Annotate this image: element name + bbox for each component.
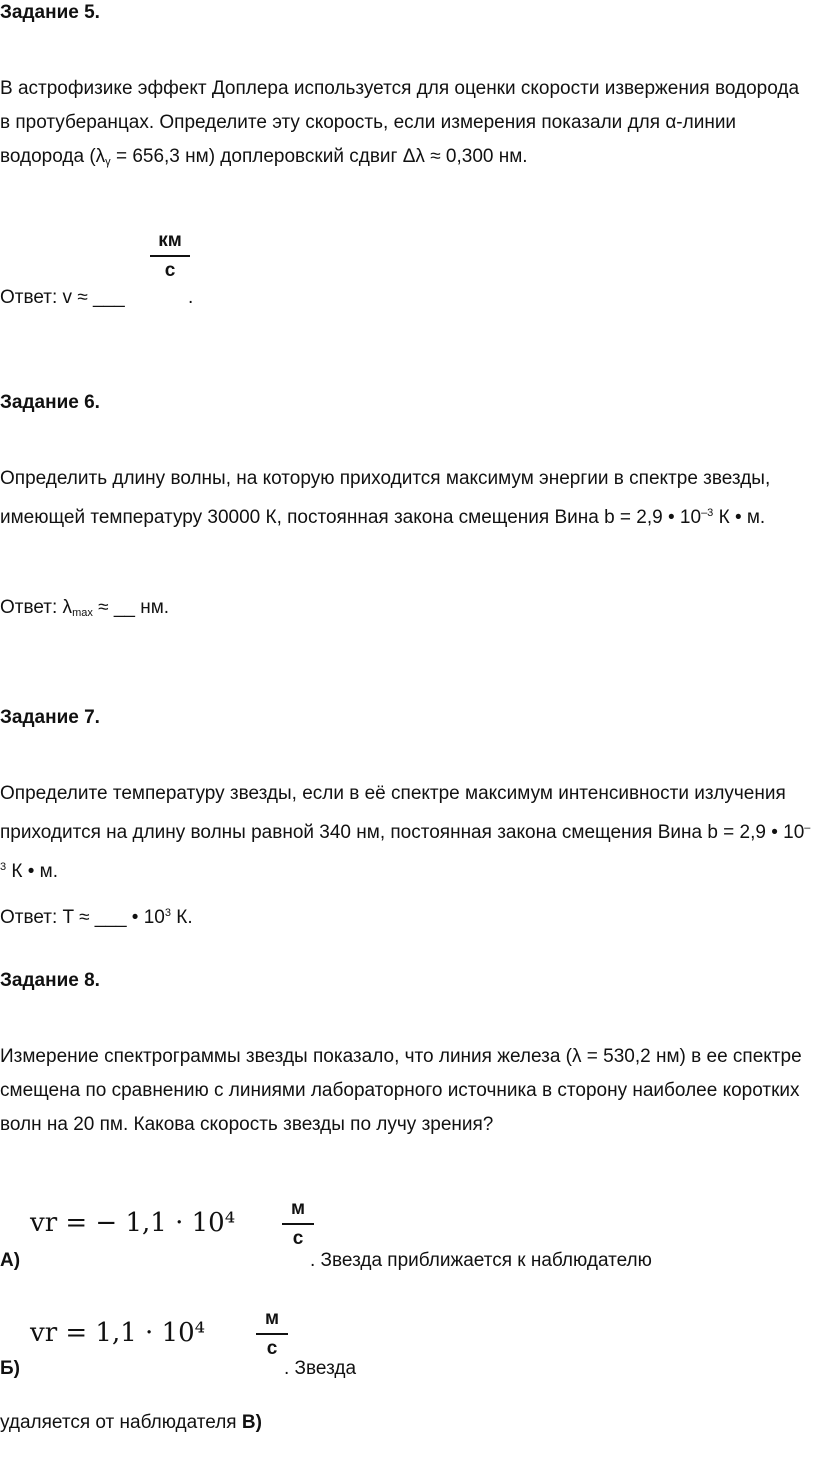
task7-text: Определите температуру звезды, если в её спектре максимум интенсивности излучения приходится на длину волны равной 340 нм, постоянная закона смещения Вина b = 2,9 • $10^{-3}$ К • м. [0,783,811,882]
optionB-text: . Звезда [284,1358,357,1379]
fraction-bar [256,1333,288,1335]
fraction-bar [150,255,190,257]
task7-answer: Ответ: T ≈ ___ • $10^3$ К. [0,907,193,928]
unit-denominator: с [266,1338,278,1359]
task5-answer-end: . [188,287,194,308]
task5-answer: Ответ: v ≈ ___ [0,287,125,308]
task6-answer: Ответ: $\lambda_{max}$ ≈ __ нм. [0,597,170,619]
unit-numerator: м [264,1308,280,1329]
optionB-continuation: удаляется от наблюдателя В) [0,1412,262,1433]
optionA-unit-fraction [282,1198,314,1250]
unit-denominator: с [292,1228,304,1249]
unit-numerator: км [158,230,182,251]
task8-title: Задание 8. [0,970,100,991]
optionA-label: А) [0,1250,21,1271]
task5-unit-fraction [150,230,190,282]
optionB-label: Б) [0,1358,20,1379]
task8-text: Измерение спектрограммы звезды показало, что линия железа (λ = 530,2 нм) в ее спектре смещена по сравнению с линиями лабораторного источника в сторону наиболее коротких волн на 20 пм. Какова скорость звезды по лучу зрения? [0,1046,802,1135]
task5-text: В астрофизике эффект Доплера используется для оценки скорости извержения водорода в протуберанцах. Определите эту скорость, если измерения показали для α-линии водорода ($\lambda_\gamma = 656,3$ нм) доплеровский сдвиг Δλ ≈ 0,300 нм. [0,78,800,168]
optionA-text: . Звезда приближается к наблюдателю [310,1250,652,1271]
optionC-label: В) [241,1412,262,1433]
optionA-formula: vr = − 1,1 · 10⁴ [30,1208,236,1238]
unit-denominator: с [164,260,176,281]
task6-title: Задание 6. [0,392,100,413]
task5-title: Задание 5. [0,2,100,23]
unit-numerator: м [290,1198,306,1219]
task6-text: Определить длину волны, на которую приходится максимум энергии в спектре звезды, имеющей температуру 30000 К, постоянная закона смещения Вина b = 2,9 • $10^{-3}$ К • м. [0,468,771,528]
task7-title: Задание 7. [0,707,100,728]
optionB-unit-fraction [256,1308,288,1360]
optionB-formula: vr = 1,1 · 10⁴ [30,1318,206,1348]
fraction-bar [282,1223,314,1225]
